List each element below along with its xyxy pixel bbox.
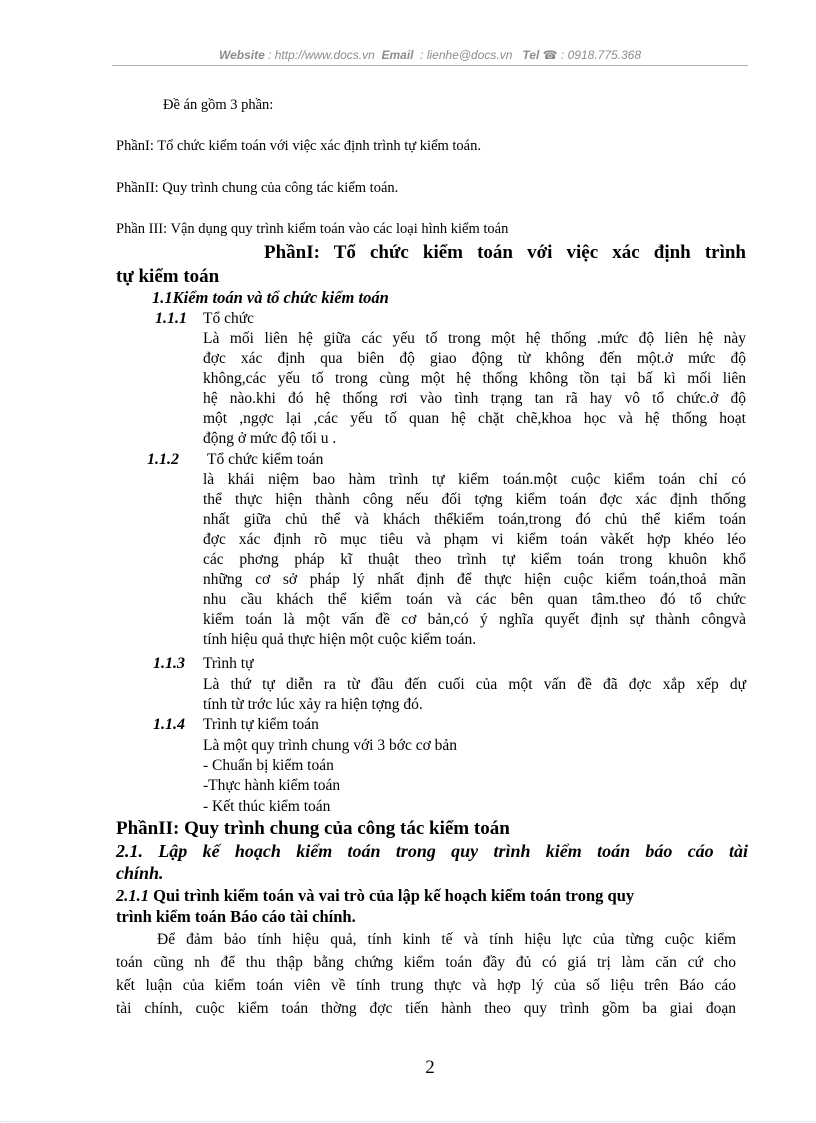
- intro-line: PhầnI: Tổ chức kiểm toán với việc xác định trình tự kiểm toán.: [116, 138, 481, 154]
- paragraph-line: một ,ngợc lại ,các yếu tố quan hệ chặt chẽ,khoa học và hệ thống hoạt: [203, 410, 746, 427]
- section-1-1-3-number: 1.1.3: [153, 655, 185, 672]
- intro-line: Đề án gồm 3 phần:: [163, 97, 274, 113]
- paragraph-line: Là mối liên hệ giữa các yếu tố trong một hệ thống .mức độ liên hệ này: [203, 330, 746, 347]
- paragraph-line: là khái niệm bao hàm trình tự kiểm toán.một cuộc kiểm toán chỉ có: [203, 471, 746, 488]
- section-1-1-2-number: 1.1.2: [147, 451, 179, 468]
- section-1-1-2-title: Tổ chức kiểm toán: [207, 451, 324, 468]
- paragraph-line: đợc xác định qua biên độ giao động từ không đến một.ở mức độ: [203, 350, 746, 367]
- website-url[interactable]: : http://www.docs.vn: [268, 48, 375, 62]
- page-number: 2: [425, 1057, 435, 1078]
- section-2-1-1-number: 2.1.1: [116, 886, 149, 905]
- section-1-1-3-title: Trình tự: [203, 655, 254, 672]
- section-2-1-heading-continued: chính.: [116, 863, 164, 883]
- paragraph-line: động ở mức độ tối u .: [203, 430, 337, 447]
- part1-title: PhầnI: Tổ chức kiểm toán với việc xác định trình: [264, 242, 746, 263]
- section-1-1-4-number: 1.1.4: [153, 716, 185, 733]
- paragraph-line: tài chính, cuộc kiểm toán thờng đợc tiến hành theo quy trình gồm ba giai đoạn: [116, 1000, 736, 1017]
- website-label: Website: [218, 48, 265, 62]
- paragraph-line: Là thứ tự diễn ra từ đầu đến cuối của một vấn đề đã đợc xắp xếp dự: [203, 676, 746, 693]
- section-2-1-1-heading: [116, 885, 748, 907]
- paragraph-line: tính từ trớc lúc xảy ra hiện tợng đó.: [203, 696, 423, 713]
- footer-divider: [0, 1121, 816, 1122]
- paragraph-line: Để đảm bảo tính hiệu quả, tính kinh tế và tính hiệu lực của từng cuộc kiểm: [157, 931, 736, 948]
- tel-label: Tel: [522, 48, 540, 62]
- part2-title: PhầnII: Quy trình chung của công tác kiểm toán: [116, 818, 510, 839]
- section-2-1-heading: 2.1. Lập kế hoạch kiểm toán trong quy trình kiểm toán báo cáo tài: [116, 841, 748, 861]
- paragraph-line: kiểm toán là một vấn đề cơ bản,có ý nghĩa quyết định sự thành côngvà: [203, 611, 746, 628]
- intro-line: Phần III: Vận dụng quy trình kiểm toán vào các loại hình kiểm toán: [116, 221, 509, 237]
- list-item: -Thực hành kiểm toán: [203, 777, 341, 794]
- paragraph-line: đợc xác định rõ mục tiêu và phạm vi kiểm toán vàkết hợp khéo léo: [203, 531, 746, 548]
- paragraph-line: tính hiệu quả thực hiện một cuộc kiểm toán.: [203, 631, 477, 648]
- section-2-1-1-title-continued: trình kiểm toán Báo cáo tài chính.: [116, 907, 356, 926]
- section-1-1-1-number: 1.1.1: [155, 310, 187, 327]
- paragraph-line: toán cũng nh để thu thập bằng chứng kiểm toán đầy đủ có giá trị làm căn cứ cho: [116, 954, 736, 971]
- paragraph-line: nhất giữa chủ thể và khách thểkiểm toán,trong đó chủ thể kiểm toán: [203, 511, 746, 528]
- paragraph-line: hệ nào.khi đó hệ thống rơi vào tình trạng tan rã hay vô tổ chức.ở độ: [203, 390, 746, 407]
- list-item: - Chuẩn bị kiểm toán: [203, 757, 334, 774]
- section-1-1-1-title: Tổ chức: [203, 310, 255, 327]
- email-label: Email: [381, 48, 414, 62]
- paragraph-line: Là một quy trình chung với 3 bớc cơ bản: [203, 737, 458, 754]
- part1-title-continued: tự kiểm toán: [116, 266, 220, 287]
- section-1-1-heading: 1.1Kiểm toán và tổ chức kiểm toán: [152, 288, 389, 307]
- paragraph-line: các phơng pháp kĩ thuật theo trình tự kiểm toán trong khuôn khổ: [203, 551, 746, 568]
- paragraph-line: nhu cầu khách thể kiểm toán và các bên quan tâm.theo đó tổ chức: [203, 591, 746, 608]
- header-divider: [112, 65, 748, 66]
- section-2-1-1-title: Qui trình kiểm toán và vai trò của lập kế hoạch kiểm toán trong quy: [149, 886, 635, 905]
- list-item: - Kết thúc kiểm toán: [203, 798, 331, 815]
- paragraph-line: kết luận của kiểm toán viên về tính trung thực và hợp lý của số liệu trên Báo cáo: [116, 977, 736, 994]
- tel-value: ☎ : 0918.775.368: [542, 48, 642, 62]
- paragraph-line: thể thực hiện thành công nếu đối tợng kiểm toán đợc xác định thống: [203, 491, 746, 508]
- email-value[interactable]: : lienhe@docs.vn: [420, 48, 513, 62]
- paragraph-line: những cơ sở pháp lý nhất định để thực hiện cuộc kiểm toán,thoả mãn: [203, 571, 746, 588]
- page-header: [112, 48, 748, 62]
- paragraph-line: không,các yếu tố trong cùng một hệ thống không tồn tại bấ kì mối liên: [203, 370, 746, 387]
- intro-line: PhầnII: Quy trình chung của công tác kiểm toán.: [116, 180, 399, 196]
- section-1-1-4-title: Trình tự kiểm toán: [203, 716, 319, 733]
